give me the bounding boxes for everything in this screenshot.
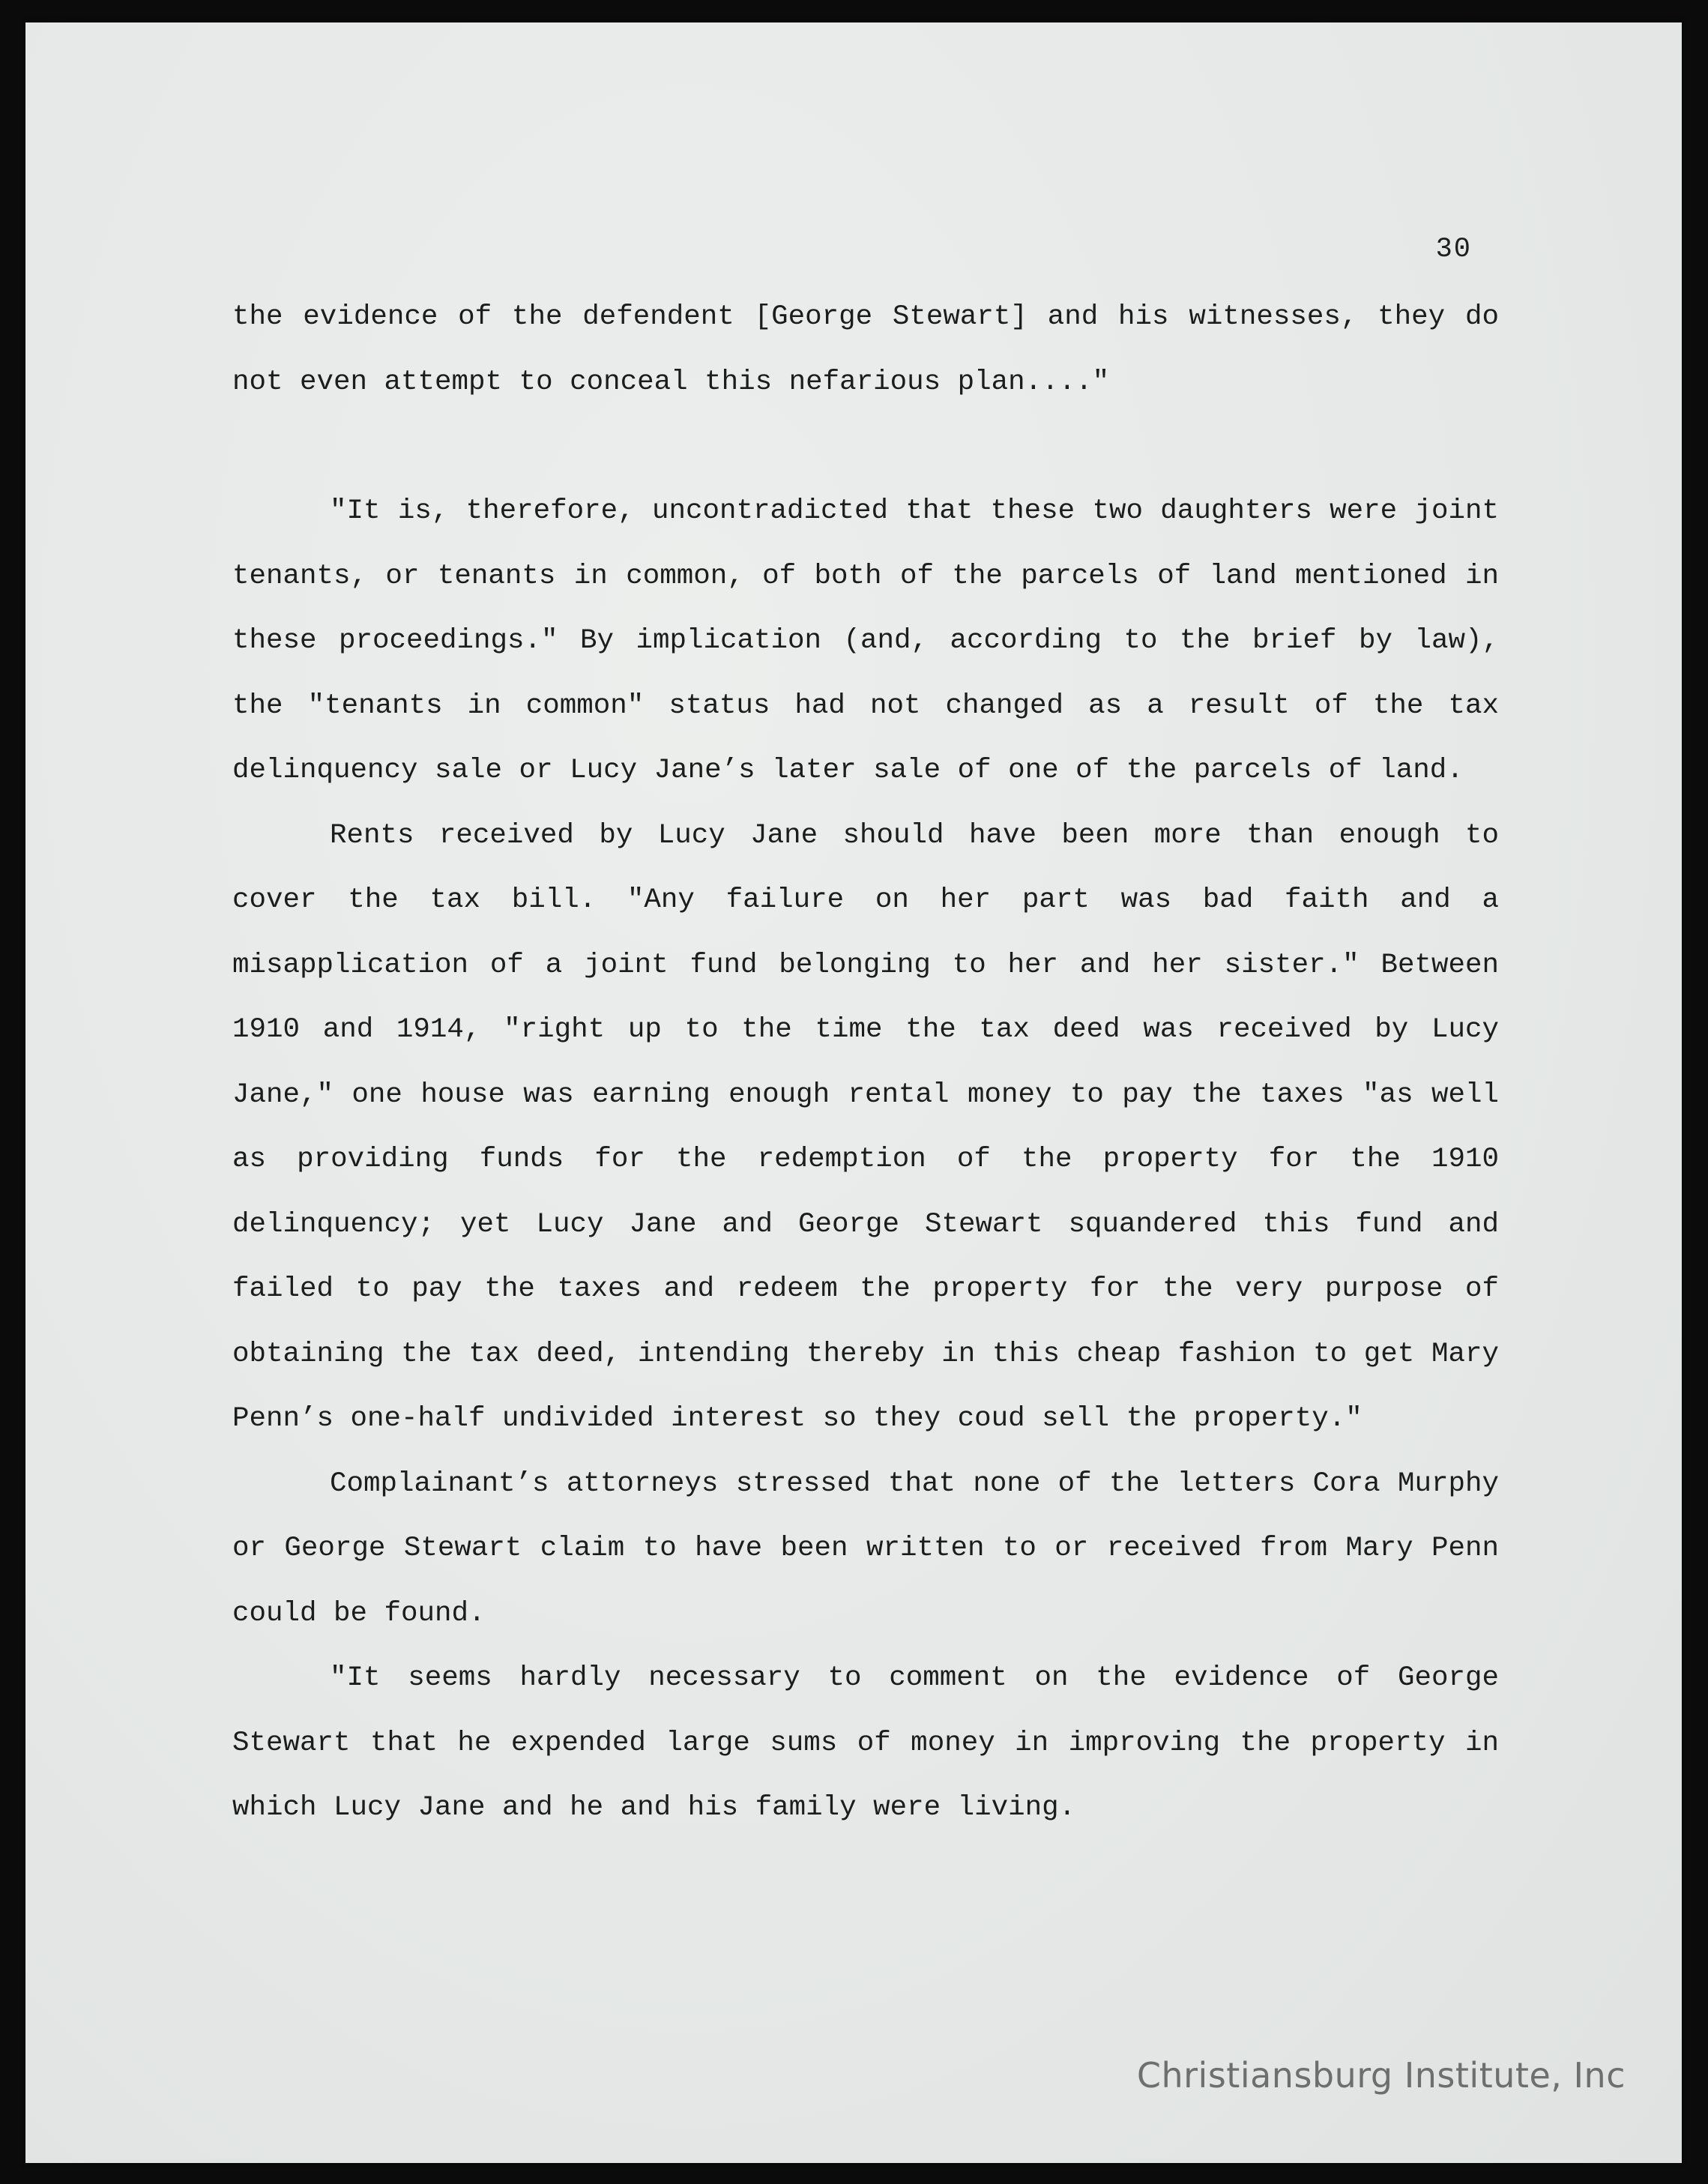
watermark: Christiansburg Institute, Inc [1136,2055,1626,2096]
document-page [25,22,1682,2163]
body-text [232,285,1499,1841]
paragraph-tenants-in-common: "It is, therefore, uncontradicted that these two daughters were joint tenants, or tenants in common, of both of the parcels of land mentioned in these proceedings." By implication (and, according to the brief by law), the "tenants in common" status had not changed as a result of the tax delinquency sale or Lucy Jane’s later sale of one of the parcels of land. [232,495,1499,786]
paragraph-continued-quote: the evidence of the defendent [George Stewart] and his witnesses, they do not even attempt to conceal this nefarious plan...." [232,301,1499,398]
paragraph-hardly-necessary: "It seems hardly necessary to comment on the evidence of George Stewart that he expended large sums of money in improving the property in which Lucy Jane and he and his family were living. [232,1662,1499,1823]
page-number: 30 [1435,234,1472,265]
paragraph-rents-received: Rents received by Lucy Jane should have been more than enough to cover the tax bill. "Any failure on her part was bad faith and a misapplication of a joint fund belonging to her and her sister." Between 1910 and 1914, "right up to the time the tax deed was received by Lucy Jane," one house was earning enough rental money to pay the taxes "as well as providing funds for the redemption of the property for the 1910 delinquency; yet Lucy Jane and George Stewart squandered this fund and failed to pay the taxes and redeem the property for the very purpose of obtaining the tax deed, intending thereby in this cheap fashion to get Mary Penn’s one-half undivided interest so they coud sell the property." [232,819,1499,1435]
paragraph-complainant-attorneys: Complainant’s attorneys stressed that none of the letters Cora Murphy or George Stewart claim to have been written to or received from Mary Penn could be found. [232,1467,1499,1629]
